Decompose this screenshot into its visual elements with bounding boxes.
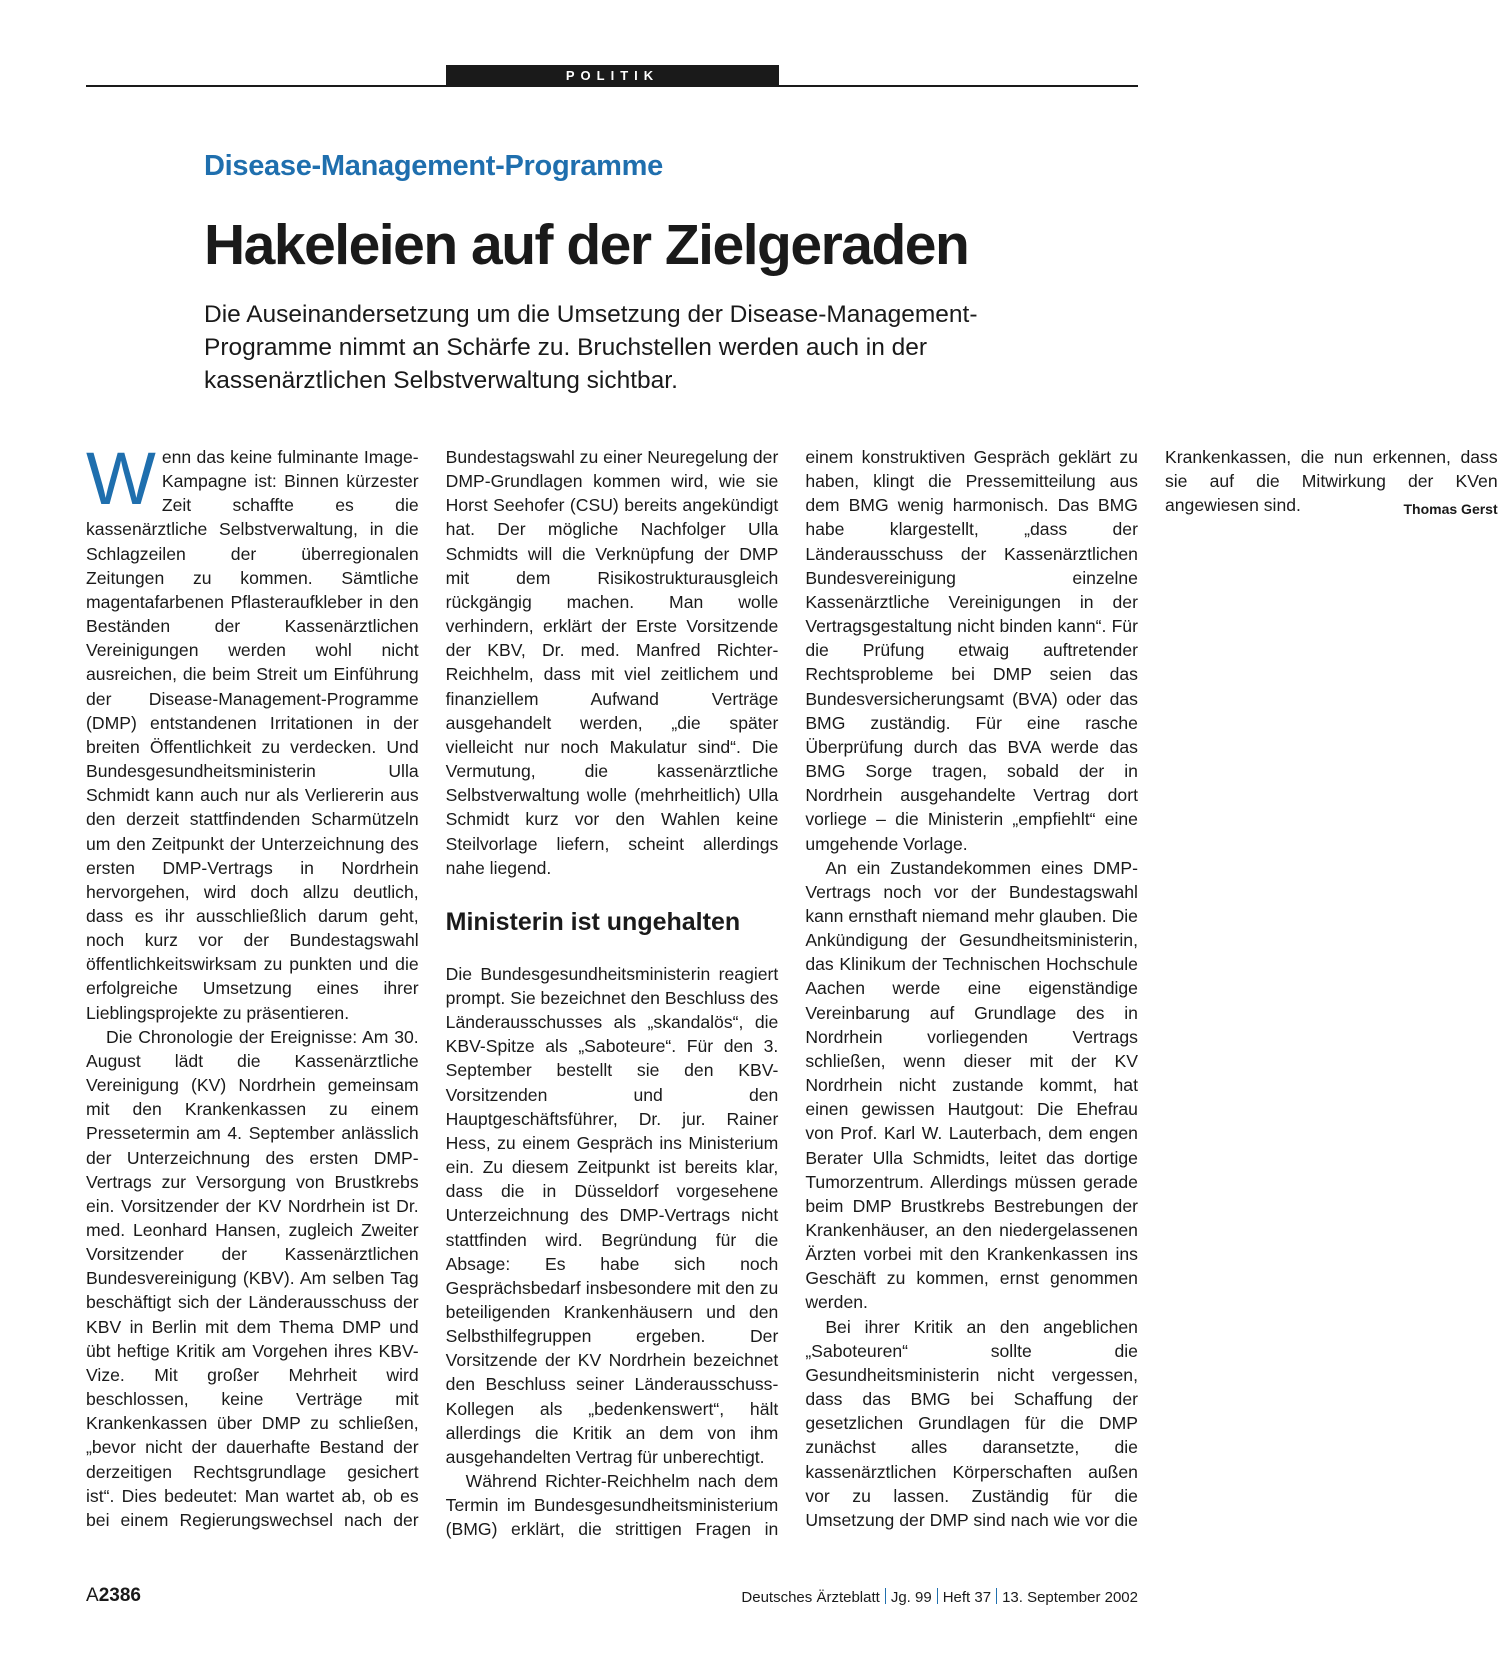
paragraph-1 <box>86 437 419 1025</box>
journal-volume: Jg. 99 <box>890 1589 932 1606</box>
section-label: POLITIK <box>446 65 779 86</box>
article-kicker: Disease-Management-Programme <box>204 150 663 182</box>
page-number <box>86 1585 141 1607</box>
footer-citation <box>741 1588 1138 1606</box>
journal-date: 13. September 2002 <box>1002 1589 1138 1606</box>
journal-name: Deutsches Ärzteblatt <box>741 1589 880 1606</box>
footer-separator <box>996 1588 997 1604</box>
paragraph-3: Die Bundesgesundheitsministerin reagiert prompt. Sie bezeichnet den Beschluss des Länderausschusses als „skandalös“, die KBV-Spitze als „Saboteure“. Für den 3. September bestellt sie den KBV-Vorsitzenden und den Hauptgeschäftsführer, Dr. jur. Rainer Hess, zu einem Gespräch ins Ministerium ein. Zu diesem Zeitpunkt ist bereits klar, dass die in Düsseldorf vorgesehene Unterzeichnung des DMP-Vertrags nicht stattfinden wird. Begründung für die Absage: Es habe sich noch Gesprächsbedarf insbesondere mit den zu beteiligenden Krankenhäusern und den Selbsthilfegruppen ergeben. Der Vorsitzende der KV Nordrhein bezeichnet den Beschluss seiner Länderausschuss-Kollegen als „bedenkenswert“, hält allerdings die Kritik an dem von ihm ausgehandelten Vertrag für unberechtigt. <box>445 963 779 1467</box>
paragraph-2: Die Chronologie der Ereignisse: Am 30. August lädt die Kassenärztliche Vereinigung (KV) Nordrhein gemeinsam mit den Krankenkassen zu einem Pressetermin am 4. September anlässlich der Unterzeichnung des ersten DMP-Vertrags zur Versorgung von Brustkrebs ein. Vorsitzender der KV Nordrhein ist Dr. med. Leonhard Hansen, zugleich Zweiter Vorsitzender der Kassenärztlichen Bundesvereinigung (KBV). Am selben Tag beschäftigt sich der Länderausschuss der KBV in Berlin mit dem Thema DMP und übt heftige Kritik am Vorgehen ihres KBV-Vize. Mit großer Mehrheit wird beschlossen, keine Verträge mit Krankenkassen über DMP zu schließen, „bevor nicht der dauerhafte Bestand der derzeitigen Rechtsgrundlage gesichert ist“. Dies bedeutet: Man wartet ab, ob es bei einem Regierungswechsel nach der Bundestagswahl zu einer Neuregelung der DMP-Grundlagen kommen wird, wie sie Horst Seehofer (CSU) bereits angekündigt hat. Der mögliche Nachfolger Ulla Schmidts will die Verknüpfung der DMP mit dem Risikostrukturausgleich rückgängig machen. Man wolle verhindern, erklärt der Erste Vorsitzende der KBV, Dr. med. Manfred Richter-Reichhelm, dass mit viel zeitlichem und finanziellem Aufwand Verträge ausgehandelt werden, „die später vielleicht nur noch Makulatur sind“. Die Vermutung, die kassenärztliche Selbstverwaltung wolle (mehrheitlich) Ulla Schmidt kurz vor den Wahlen keine Steilvorlage liefern, scheint allerdings nahe liegend. <box>86 447 779 1530</box>
paragraph-5: An ein Zustandekommen eines DMP-Vertrags noch vor der Bundestagswahl kann ernsthaft niemand mehr glauben. Die Ankündigung der Gesundheitsministerin, das Klinikum der Technischen Hochschule Aachen werde eine eigenständige Vereinbarung auf Grundlage des in Nordrhein vorliegenden Vertrags schließen, wenn dieser mit der KV Nordrhein nicht zustande kommt, hat einen gewissen Hautgout: Die Ehefrau von Prof. Karl W. Lauterbach, dem engen Berater Ulla Schmidts, leitet das dortige Tumorzentrum. Allerdings müssen gerade beim DMP Brustkrebs Bestrebungen der Krankenhäuser, an den niedergelassenen Ärzten vorbei mit den Krankenkassen ins Geschäft zu kommen, ernst genommen werden. <box>805 857 1138 1313</box>
page-number-value: 2386 <box>98 1585 141 1606</box>
journal-issue: Heft 37 <box>942 1589 992 1606</box>
paragraph-6-text: Bei ihrer Kritik an den angeblichen „Saboteuren“ sollte die Gesundheitsministerin nicht vergessen, dass das BMG bei Schaffung der gesetzlichen Grundlagen für die DMP zunächst alles daransetzte, die kassenärztlichen Körperschaften außen vor zu lassen. Zuständig für die Umsetzung der DMP sind nach wie vor die Krankenkassen, die nun erkennen, dass sie auf die Mitwirkung der KVen angewiesen sind. <box>805 447 1498 1530</box>
subheading: Ministerin ist ungehalten <box>445 907 741 936</box>
drop-cap: W <box>86 437 156 520</box>
article-lead: Die Auseinandersetzung um die Umsetzung der Disease-Management-Programme nimmt an Schärfe zu. Bruchstellen werden auch in der kassenärztlichen Selbstverwaltung sichtbar. <box>204 301 978 394</box>
page-prefix: A <box>86 1585 99 1606</box>
paragraph-1-text: enn das keine fulminante Image-Kampagne ist: Binnen kürzester Zeit schaffte es die kassenärztliche Selbstverwaltung, in die Schlagzeilen der überregionalen Zeitungen zu kommen. Sämtliche magentafarbenen Pflasteraufkleber in den Beständen der Kassenärztlichen Vereinigungen werden wohl nicht ausreichen, die beim Streit um Einführung der Disease-Management-Programme (DMP) entstandenen Irritationen in der breiten Öffentlichkeit zu verdecken. Und Bundesgesundheitsministerin Ulla Schmidt kann auch nur als Verliererin aus den derzeit stattfindenden Scharmützeln um den Zeitpunkt der Unterzeichnung des ersten DMP-Vertrags in Nordrhein hervorgehen, wird doch allzu deutlich, dass es ihr ausschließlich darum geht, noch kurz vor der Bundestagswahl öffentlichkeitswirksam zu punkten und die erfolgreiche Umsetzung eines ihrer Lieblingsprojekte zu präsentieren. <box>86 447 419 1023</box>
footer-separator <box>885 1588 886 1604</box>
author-name: Thomas Gerst <box>1403 501 1498 518</box>
footer-separator <box>937 1588 938 1604</box>
article-body <box>86 437 1498 1555</box>
article-headline: Hakeleien auf der Zielgeraden <box>204 213 969 277</box>
paragraph-4: Während Richter-Reichhelm nach dem Termin im Bundesgesundheitsministerium (BMG) erklärt, die strittigen Fragen in einem konstruktiven Gespräch geklärt zu haben, klingt die Pressemitteilung aus dem BMG wenig harmonisch. Das BMG habe klargestellt, „dass der Länderausschuss der Kassenärztlichen Bundesvereinigung einzelne Kassenärztliche Vereinigungen in der Vertragsgestaltung nicht binden kann“. Für die Prüfung etwaig auftretender Rechtsprobleme bei DMP seien das Bundesversicherungsamt (BVA) oder das BMG zuständig. Für eine rasche Überprüfung durch das BVA werde das BMG Sorge tragen, sobald der in Nordrhein ausgehandelte Vertrag dort vorliege – die Ministerin „empfiehlt“ eine umgehende Vorlage. <box>445 447 1138 1540</box>
